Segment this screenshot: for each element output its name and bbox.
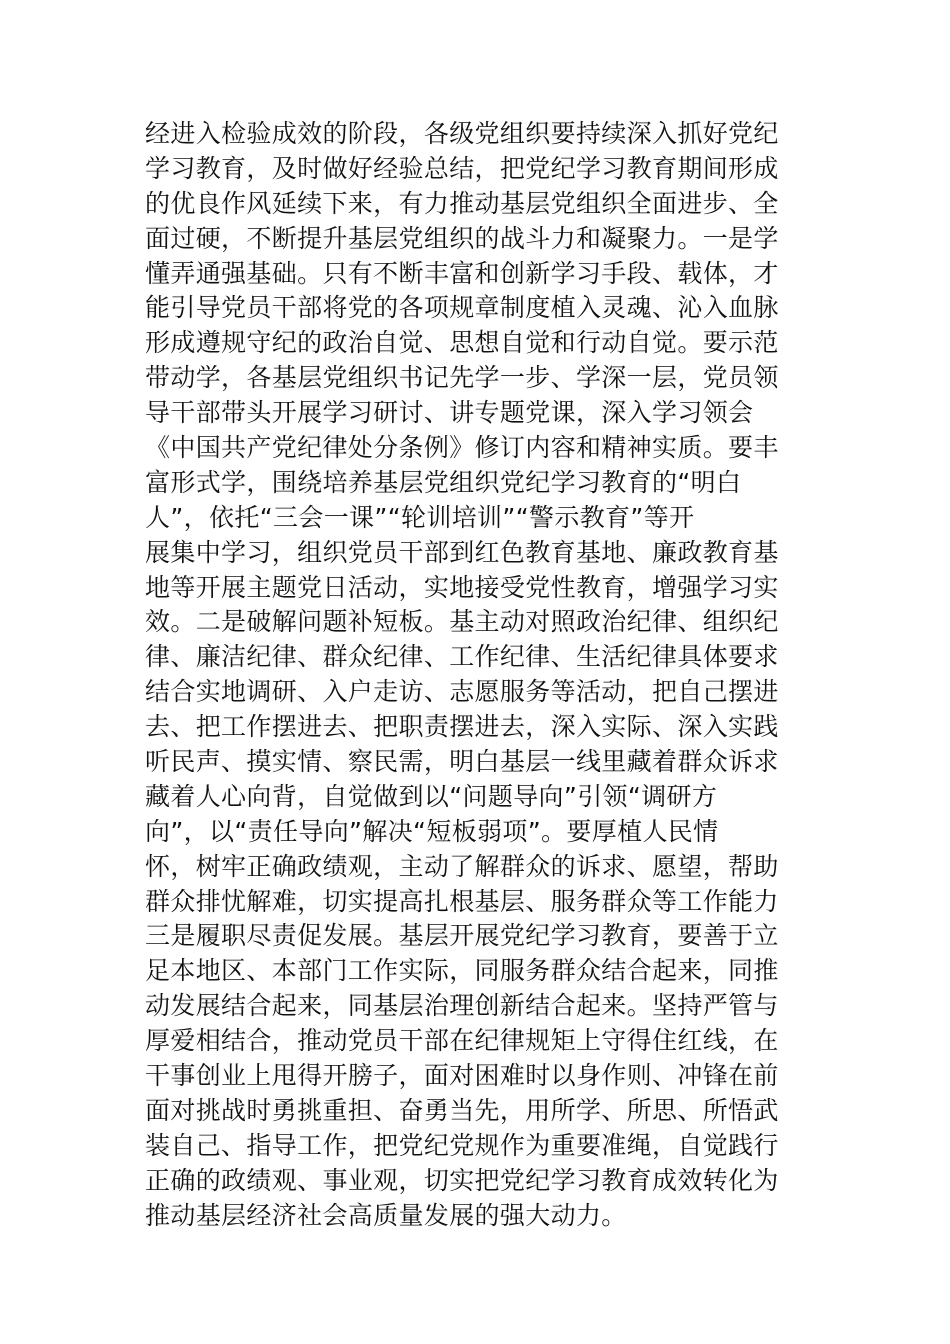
text-line: 面对挑战时勇挑重担、奋勇当先，用所学、所思、所悟武 [145, 1095, 779, 1125]
text-line: 地等开展主题党日活动，实地接受党性教育，增强学习实 [145, 572, 779, 602]
text-line: 三是履职尽责促发展。基层开展党纪学习教育，要善于立 [145, 921, 779, 951]
text-line: 经进入检验成效的阶段，各级党组织要持续深入抓好党纪 [145, 119, 779, 148]
text-line: 足本地区、本部门工作实际，同服务群众结合起来，同推 [145, 956, 779, 986]
text-line: 能引导党员干部将党的各项规章制度植入灵魂、沁入血脉 [145, 293, 779, 323]
body-paragraph [145, 117, 815, 1234]
text-line: 动发展结合起来，同基层治理创新结合起来。坚持严管与 [145, 991, 779, 1021]
text-line: 装自己、指导工作，把党纪党规作为重要准绳，自觉践行 [145, 1130, 779, 1160]
text-line: 怀，树牢正确政绩观，主动了解群众的诉求、愿望，帮助 [145, 851, 779, 881]
text-line: 带动学，各基层党组织书记先学一步、学深一层，党员领 [145, 363, 779, 393]
text-line: 向”，以“责任导向”解决“短板弱项”。要厚植人民情 [145, 816, 719, 846]
text-line: 导干部带头开展学习研讨、讲专题党课，深入学习领会 [145, 398, 754, 428]
text-line: 效。二是破解问题补短板。基主动对照政治纪律、组织纪 [145, 607, 779, 637]
text-line: 懂弄通强基础。只有不断丰富和创新学习手段、载体，才 [145, 258, 779, 288]
text-line: 律、廉洁纪律、群众纪律、工作纪律、生活纪律具体要求 [145, 642, 779, 672]
text-line: 藏着人心向背，自觉做到以“问题导向”引领“调研方 [145, 781, 718, 811]
text-line: 人”，依托“三会一课”“轮训培训”“警示教育”等开 [145, 502, 695, 532]
text-line: 去、把工作摆进去、把职责摆进去，深入实际、深入实践 [145, 712, 779, 742]
text-line: 《中国共产党纪律处分条例》修订内容和精神实质。要丰 [145, 433, 779, 463]
text-line: 正确的政绩观、事业观，切实把党纪学习教育成效转化为 [145, 1165, 779, 1195]
text-line: 厚爱相结合，推动党员干部在纪律规矩上守得住红线，在 [145, 1026, 779, 1056]
text-line: 群众排忧解难，切实提高扎根基层、服务群众等工作能力 [145, 886, 779, 916]
text-line: 富形式学，围绕培养基层党组织党纪学习教育的“明白 [145, 467, 742, 497]
text-line: 学习教育，及时做好经验总结，把党纪学习教育期间形成 [145, 153, 779, 183]
text-line: 的优良作风延续下来，有力推动基层党组织全面进步、全 [145, 188, 779, 218]
text-line: 听民声、摸实情、察民需，明白基层一线里藏着群众诉求 [145, 747, 779, 777]
text-line: 干事创业上甩得开膀子，面对困难时以身作则、冲锋在前 [145, 1061, 779, 1091]
text-line: 推动基层经济社会高质量发展的强大动力。 [145, 1200, 627, 1230]
text-line: 展集中学习，组织党员干部到红色教育基地、廉政教育基 [145, 537, 779, 567]
text-line: 面过硬，不断提升基层党组织的战斗力和凝聚力。一是学 [145, 223, 779, 253]
text-line: 结合实地调研、入户走访、志愿服务等活动，把自己摆进 [145, 677, 779, 707]
text-line: 形成遵规守纪的政治自觉、思想自觉和行动自觉。要示范 [145, 328, 779, 358]
